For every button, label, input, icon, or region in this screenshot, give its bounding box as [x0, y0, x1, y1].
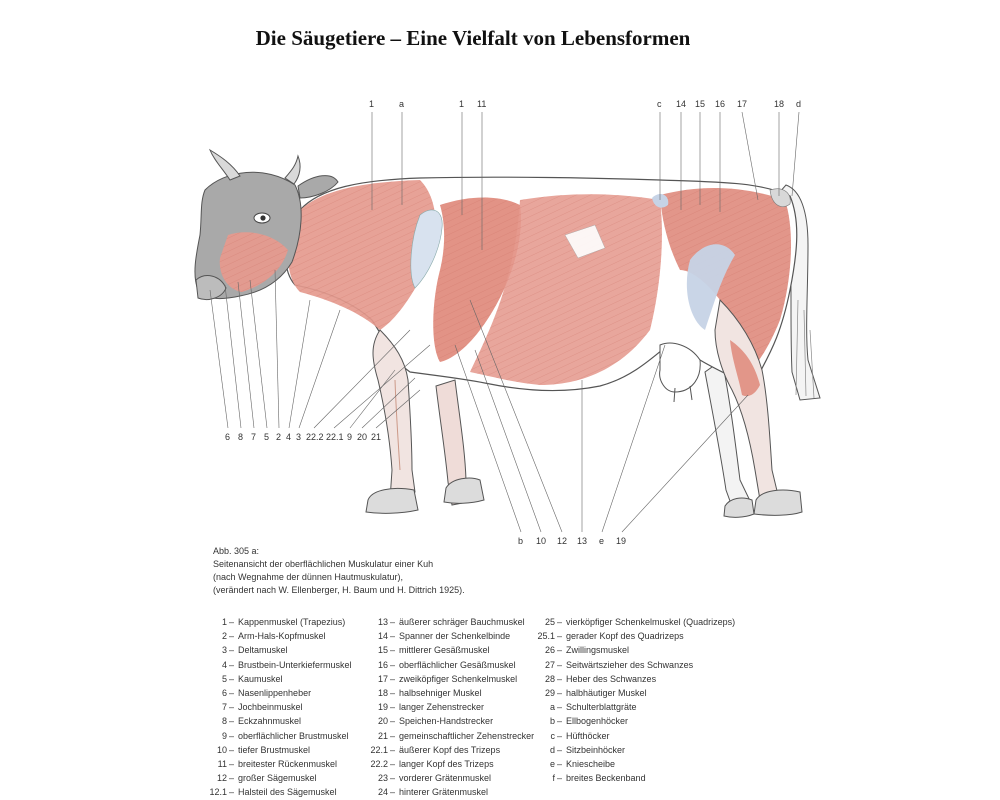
hoof-far-hind: [724, 498, 754, 517]
figure-caption: [213, 545, 465, 597]
legend-item: d – Sitzbeinhöcker: [549, 744, 626, 755]
label-bl-20: 20: [357, 432, 368, 442]
label-bl-21: 21: [371, 432, 382, 442]
legend-item: 23 – vorderer Grätenmuskel: [377, 773, 492, 784]
legend-item: 7 – Jochbeinmuskel: [221, 702, 303, 713]
cow-horn-right: [285, 156, 300, 184]
legend-item: f – breites Beckenband: [552, 773, 646, 784]
label-bl-8: 8: [238, 432, 244, 442]
legend-item: 12 – großer Sägemuskel: [216, 773, 317, 784]
legend-item: 15 – mittlerer Gesäßmuskel: [377, 645, 490, 656]
label-top-14: 14: [676, 99, 687, 109]
legend-item: c – Hüfthöcker: [550, 730, 610, 741]
label-bl-4: 4: [286, 432, 292, 442]
legend-item: 24 – hinterer Grätenmuskel: [377, 787, 489, 798]
legend-item: 9 – oberflächlicher Brustmuskel: [221, 730, 349, 741]
label-bl-5: 5: [264, 432, 270, 442]
legend-item: b – Ellbogenhöcker: [549, 716, 629, 727]
legend-item: 22.2 – langer Kopf des Trizeps: [370, 758, 494, 769]
label-top-18: 18: [774, 99, 785, 109]
label-br-12: 12: [557, 536, 568, 546]
legend-item: 1 – Kappenmuskel (Trapezius): [221, 617, 346, 627]
legend-item: 21 – gemeinschaftlicher Zehenstrecker: [377, 730, 535, 741]
label-bl-3: 3: [296, 432, 302, 442]
legend-item: 13 – äußerer schräger Bauchmuskel: [377, 617, 525, 627]
label-top-17: 17: [737, 99, 748, 109]
hoof-near-fore: [366, 488, 418, 513]
legend-column-1: [190, 615, 352, 799]
legend-item: 27 – Seitwärtszieher des Schwanzes: [544, 659, 694, 670]
label-br-e: e: [599, 536, 605, 546]
caption-line: (verändert nach W. Ellenberger, H. Baum und H. Dittrich 1925).: [213, 585, 465, 595]
legend-item: 16 – oberflächlicher Gesäßmuskel: [377, 659, 516, 670]
legend-item: 6 – Nasenlippenheber: [221, 687, 312, 698]
legend-item: 28 – Heber des Schwanzes: [544, 673, 657, 684]
label-br-13: 13: [577, 536, 588, 546]
label-top-11: 11: [477, 99, 487, 109]
legend-item: 17 – zweiköpfiger Schenkelmuskel: [377, 673, 518, 684]
label-top-1: 1: [369, 99, 375, 109]
caption-line: Seitenansicht der oberflächlichen Muskulatur einer Kuh: [213, 559, 434, 569]
legend-item: 26 – Zwillingsmuskel: [544, 645, 630, 656]
label-br-b: b: [518, 536, 524, 546]
legend-item: 3 – Deltamuskel: [221, 645, 288, 656]
legend-item: 4 – Brustbein-Unterkiefermuskel: [221, 659, 352, 670]
legend-item: 2 – Arm-Hals-Kopfmuskel: [221, 631, 326, 642]
legend-item: 25 – vierköpfiger Schenkelmuskel (Quadrizeps): [544, 617, 736, 627]
legend-item: 19 – langer Zehenstrecker: [377, 702, 485, 713]
label-bl-2: 2: [276, 432, 282, 442]
legend-item: e – Kniescheibe: [549, 758, 616, 769]
label-bl-7: 7: [251, 432, 257, 442]
legend-item: 18 – halbsehniger Muskel: [377, 687, 482, 698]
label-top-16: 16: [715, 99, 726, 109]
cow-horn-left: [210, 150, 240, 180]
legend-item: 14 – Spanner der Schenkelbinde: [377, 631, 511, 642]
legend-item: 11 – breitester Rückenmuskel: [217, 758, 338, 769]
legend-item: a – Schulterblattgräte: [549, 702, 637, 713]
legend-column-2: [360, 615, 534, 799]
label-top-c: c: [657, 99, 662, 109]
label-top-d: d: [796, 99, 802, 109]
caption-line: Abb. 305 a:: [213, 546, 260, 556]
label-br-10: 10: [536, 536, 547, 546]
legend-item: 10 – tiefer Brustmuskel: [216, 744, 311, 755]
label-top-15: 15: [695, 99, 706, 109]
label-bl-22-1: 22.1: [326, 432, 344, 442]
label-bl-9: 9: [347, 432, 353, 442]
page-title: Die Säugetiere – Eine Vielfalt von Lebensformen: [255, 26, 691, 50]
caption-line: (nach Wegnahme der dünnen Hautmuskulatur),: [213, 572, 403, 582]
legend-item: 12.1 – Halsteil des Sägemuskel: [209, 787, 337, 798]
legend-item: 22.1 – äußerer Kopf des Trizeps: [370, 744, 501, 755]
legend-item: 29 – halbhäutiger Muskel: [544, 687, 647, 698]
label-br-19: 19: [616, 536, 627, 546]
legend-column-3: [527, 615, 735, 785]
legend-item: 8 – Eckzahnmuskel: [221, 716, 302, 727]
legend-item: 25.1 – gerader Kopf des Quadrizeps: [537, 631, 684, 642]
label-bl-6: 6: [225, 432, 231, 442]
label-top-a: a: [399, 99, 405, 109]
label-bl-22-2: 22.2: [306, 432, 324, 442]
legend-item: 5 – Kaumuskel: [221, 673, 283, 684]
label-top-1b: 1: [459, 99, 465, 109]
legend-item: 20 – Speichen-Handstrecker: [377, 716, 494, 727]
